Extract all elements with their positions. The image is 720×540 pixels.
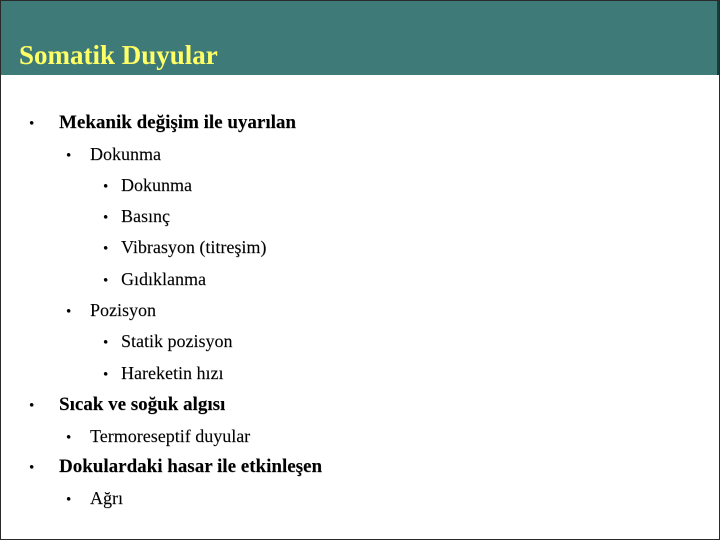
bullet-icon: • <box>29 460 35 476</box>
bullet-item-level1 <box>29 456 322 478</box>
bullet-icon: • <box>103 367 109 383</box>
bullet-icon: • <box>103 210 109 226</box>
bullet-text: Dokunma <box>121 175 192 195</box>
bullet-text: Pozisyon <box>90 300 157 320</box>
bullet-icon: • <box>66 430 72 446</box>
bullet-icon: • <box>103 241 109 257</box>
bullet-icon: • <box>103 273 109 289</box>
bullet-item-level3 <box>103 237 266 258</box>
bullet-icon: • <box>103 335 109 351</box>
bullet-item-level2 <box>66 300 156 321</box>
bullet-item-level1 <box>29 112 296 134</box>
bullet-text: Ağrı <box>90 488 123 508</box>
bullet-item-level3 <box>103 269 206 290</box>
bullet-icon: • <box>103 179 109 195</box>
bullet-text: Dokunma <box>90 144 161 164</box>
bullet-icon: • <box>66 492 72 508</box>
bullet-item-level3 <box>103 331 233 352</box>
bullet-item-level2 <box>66 144 161 165</box>
bullet-text: Termoreseptif duyular <box>90 426 251 446</box>
bullet-text: Mekanik değişim ile uyarılan <box>59 112 296 133</box>
bullet-text: Statik pozisyon <box>121 331 233 351</box>
bullet-item-level3 <box>103 175 192 196</box>
bullet-text: Dokulardaki hasar ile etkinleşen <box>59 456 323 477</box>
bullet-item-level3 <box>103 363 223 384</box>
bullet-text: Gıdıklanma <box>121 269 206 289</box>
bullet-icon: • <box>29 116 35 132</box>
bullet-text: Vibrasyon (titreşim) <box>121 237 267 257</box>
bullet-icon: • <box>66 304 72 320</box>
bullet-icon: • <box>29 398 35 414</box>
bullet-item-level2 <box>66 488 123 509</box>
bullet-text: Sıcak ve soğuk algısı <box>59 394 226 415</box>
bullet-item-level1 <box>29 394 225 416</box>
bullet-item-level3 <box>103 206 170 227</box>
bullet-text: Basınç <box>121 206 170 226</box>
bullet-text: Hareketin hızı <box>121 363 224 383</box>
slide-title: Somatik Duyular <box>19 40 218 70</box>
bullet-item-level2 <box>66 426 250 447</box>
title-bar <box>1 1 719 75</box>
bullet-icon: • <box>66 148 72 164</box>
